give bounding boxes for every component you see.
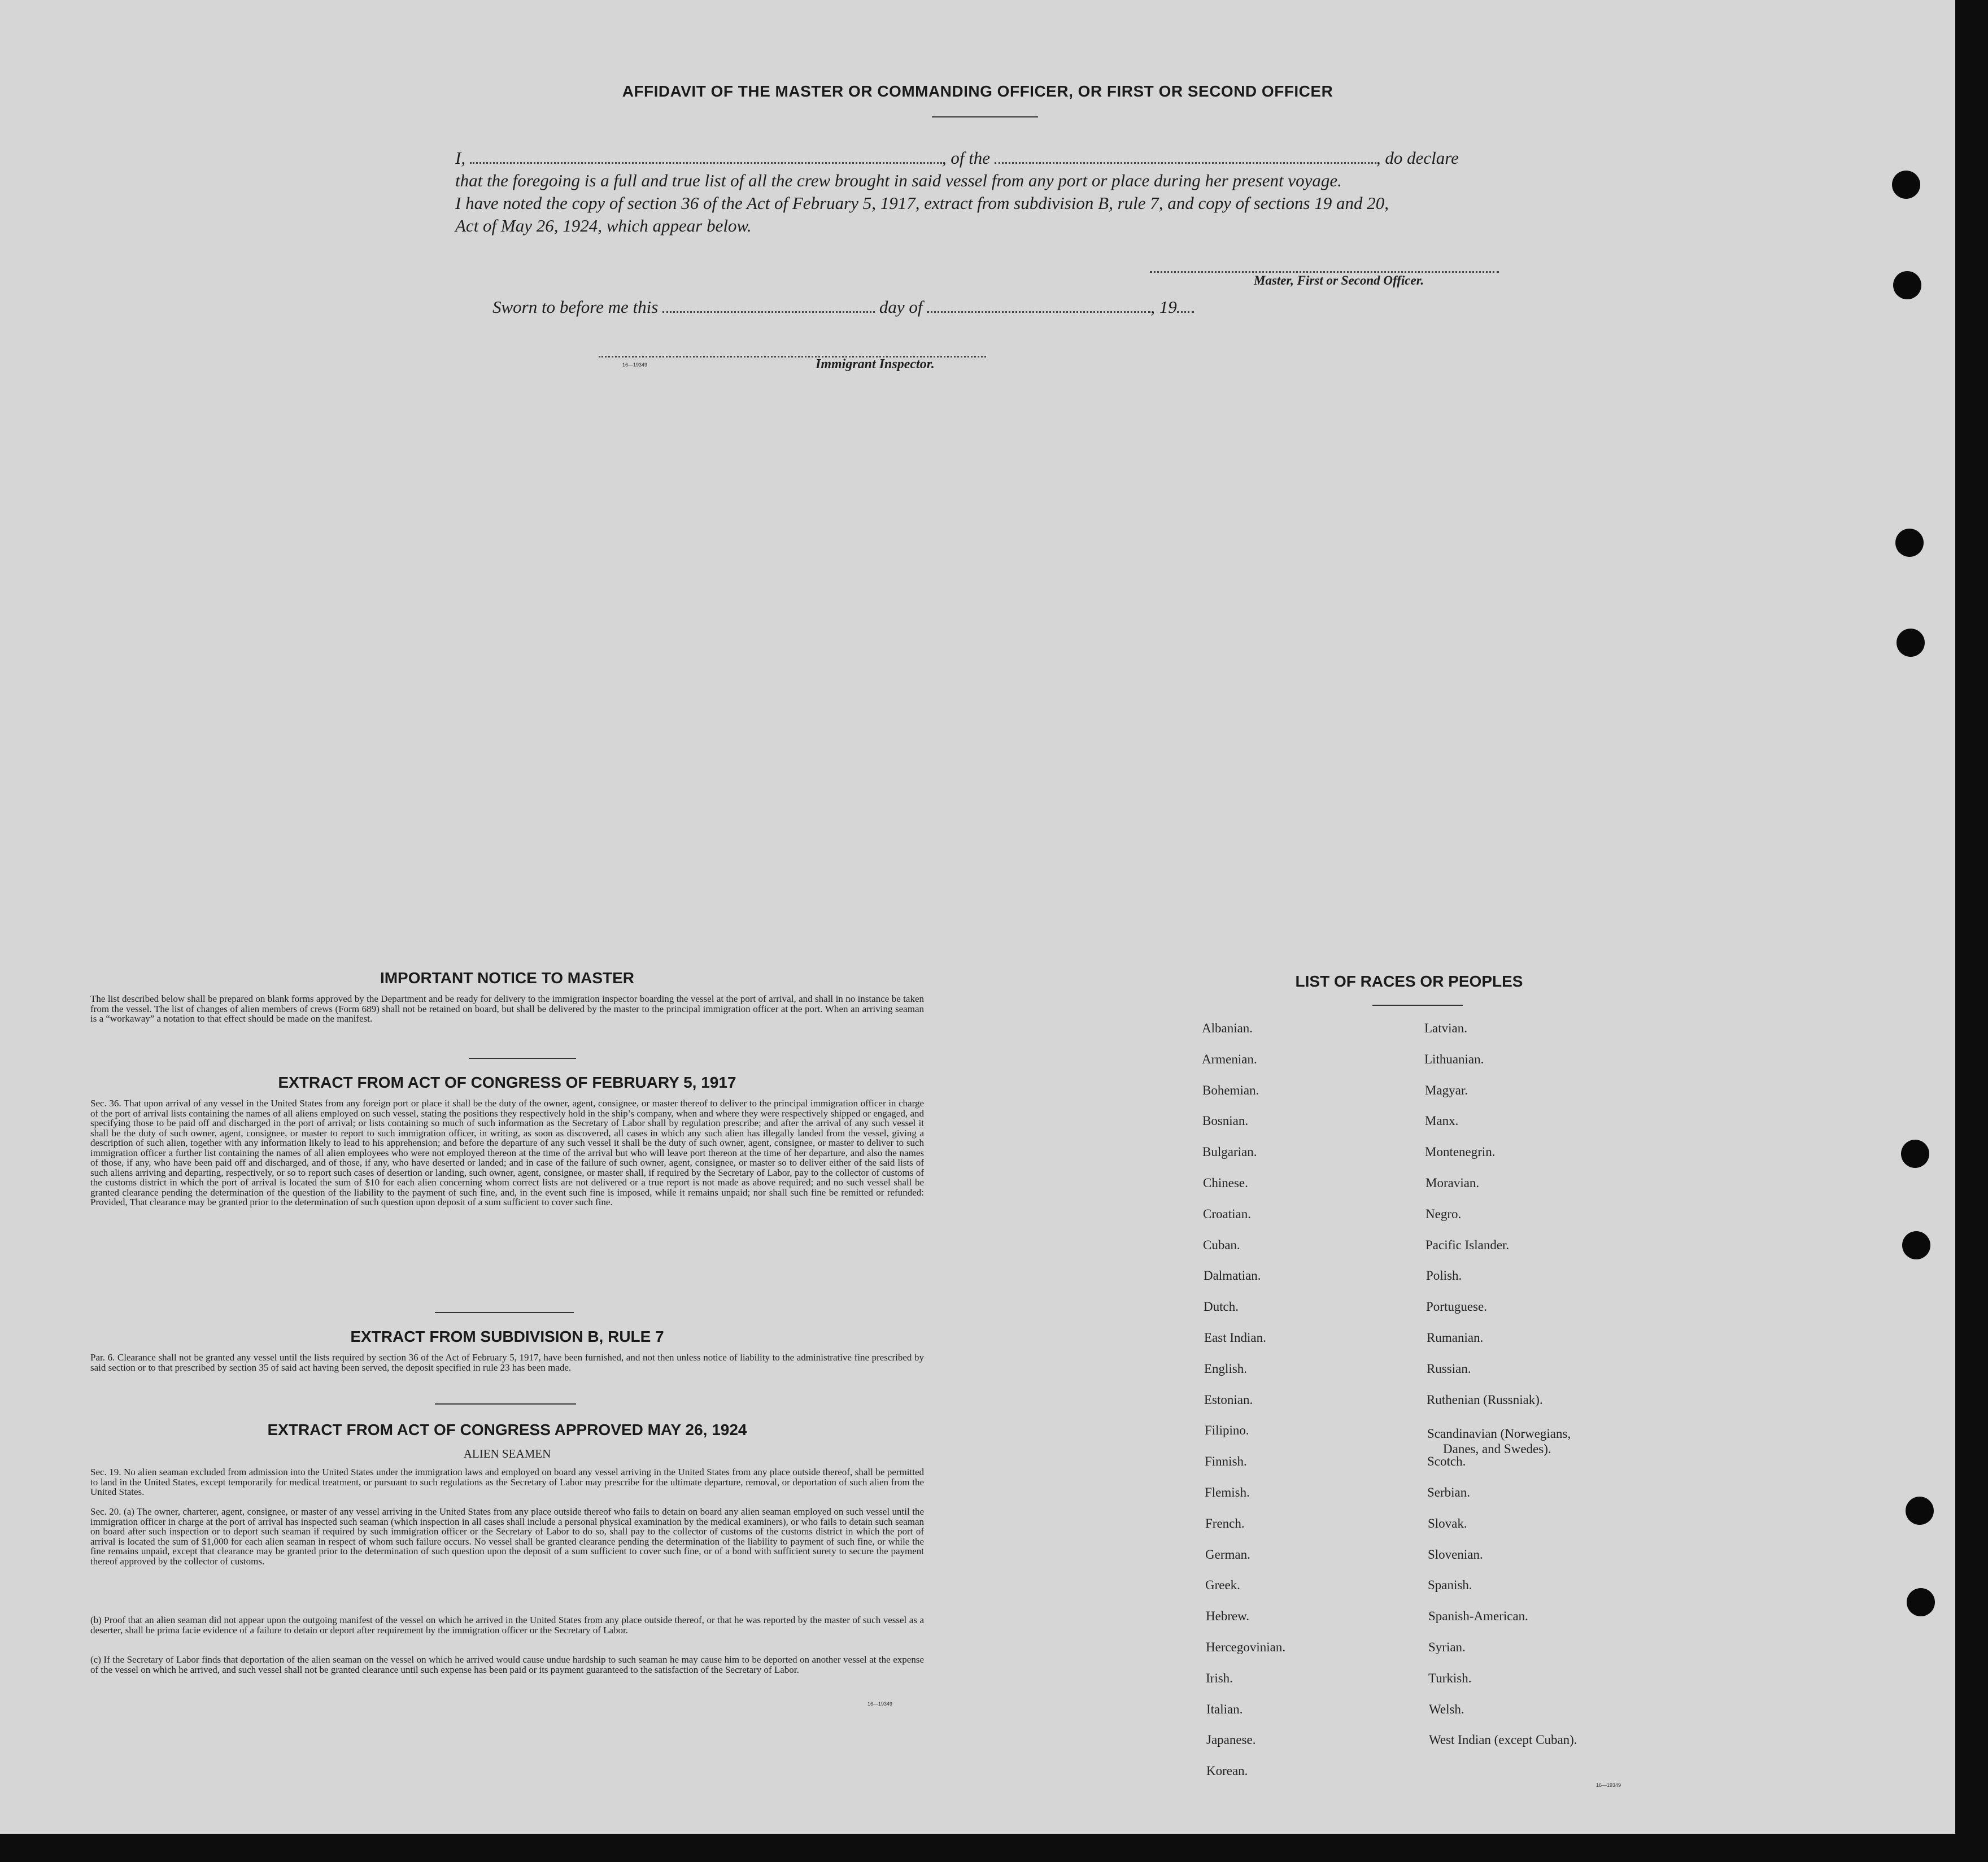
extract-1917-body: Sec. 36. That upon arrival of any vessel in the United States from any foreign port or place it shall be the duty of the owner, agent, consignee, or master thereof to deliver to the principal immigration officer in charge of the port of arrival lists containing the names of all aliens employed on such vessel, stating the positions they respectively hold in the ship’s company, when and where they were respectively shipped or engaged, and specifying those to be paid off and discharged in the port of arrival; or lists containing so much of such information as the Secretary of Labor shall by regulation prescribe; and after the arrival of any such vessel it shall be the duty of such owner, agent, consignee, or master to report to such immigration officer, in writing, as soon as discovered, all cases in which any such alien has illegally landed from the vessel, giving a description of such alien, together with any information likely to lead to his apprehension; and before the departure of any such vessel it shall be the duty of such owner, agent, consignee, or master to deliver to such immigration officer a further list containing the names of all alien employees who were not employed thereon at the time of the arrival but who will leave port thereon at the time of her departure, and also the names of those, if any, who have been paid off and discharged, and of those, if any, who have deserted or landed; and in case of the failure of such owner, agent, consignee, or master so to deliver either of the said lists of such aliens arriving and departing, respectively, or so to report such cases of desertion or landing, such owner, agent, consignee, or master shall, if required by the Secretary of Labor, pay to the collector of customs of the customs district in which the port of arrival is located the sum of $10 for each alien concerning whom correct lists are not delivered or a true report is not made as above required; and no such vessel shall be granted clearance pending the determination of the question of the liability to the payment of such fine, and, in the event such fine is imposed, while it remains unpaid; nor shall such fine be remitted or refunded: Provided, That clearance may be granted prior to the determination of such question upon deposit of a sum sufficient to cover such fine. (90, 1098, 924, 1207)
sworn-month-blank[interactable] (927, 299, 1150, 313)
race-item: Portuguese. (1426, 1300, 1487, 1314)
master-signature-label: Master, First or Second Officer. (1254, 273, 1424, 287)
race-item: French. (1205, 1516, 1245, 1530)
races-heading: LIST OF RACES OR PEOPLES (1295, 973, 1523, 990)
race-item: Greek. (1205, 1578, 1240, 1592)
notice-body: The list described below shall be prepared on blank forms approved by the Department and be ready for delivery to the immigration inspector boarding the vessel at the port of arrival, and shall in no instance be taken from the vessel. The list of changes of alien members of crews (Form 689) shall not be retained on board, but shall be delivered by the master to the principal immigration officer at the port. When an arriving seaman is a “workaway” a notation to that effect should be made on the manifest. (90, 993, 924, 1024)
race-item: Chinese. (1203, 1176, 1248, 1190)
race-item: West Indian (except Cuban). (1429, 1733, 1577, 1747)
notice-heading: IMPORTANT NOTICE TO MASTER (380, 969, 635, 987)
declaration-line-4: Act of May 26, 1924, which appear below. (455, 216, 752, 236)
race-item: Scandinavian (Norwegians, (1427, 1427, 1571, 1441)
race-item: Syrian. (1428, 1640, 1466, 1654)
sworn-year-prefix: , 19 (1150, 297, 1177, 317)
master-signature-line[interactable] (1150, 259, 1499, 273)
race-item: Serbian. (1427, 1485, 1471, 1499)
race-item: Croatian. (1203, 1207, 1251, 1221)
race-item: Montenegrin. (1425, 1145, 1496, 1159)
inspector-signature-line[interactable] (599, 343, 986, 357)
extract-1924-sec19: Sec. 19. No alien seaman excluded from admission into the United States under the immigration laws and employed on board any vessel arriving in the United States from any place outside thereof, shall be permitted to land in the United States, except temporarily for medical treatment, or pursuant to such regulations as the Secretary of Labor may prescribe for the ultimate departure, removal, or deportation of such alien from the United States. (90, 1467, 924, 1497)
declaration-line-1 (455, 148, 1523, 168)
race-item: Pacific Islander. (1425, 1238, 1510, 1252)
affidavit-title: AFFIDAVIT OF THE MASTER OR COMMANDING OFFICER, OR FIRST OR SECOND OFFICER (622, 82, 1333, 100)
punch-hole (1893, 271, 1921, 299)
race-item: Slovak. (1428, 1516, 1467, 1530)
race-item: Armenian. (1202, 1052, 1257, 1066)
declaration-of-the: , of the (941, 148, 991, 168)
race-item: Dalmatian. (1204, 1268, 1261, 1283)
race-item: Russian. (1427, 1362, 1471, 1376)
title-divider (932, 116, 1038, 117)
punch-hole (1895, 529, 1924, 557)
race-item: Italian. (1206, 1702, 1243, 1716)
punch-hole (1892, 171, 1920, 199)
extract-1924-sec20a: Sec. 20. (a) The owner, charterer, agent, consignee, or master of any vessel arriving in the United States from any place outside thereof who fails to detain on board any alien seaman employed on such vessel until the immigration officer in charge at the port of arrival has inspected such seaman (which inspection in all cases shall include a personal physical examination by the medical examiners), or who fails to detain such seaman on board after such inspection or to deport such seaman if required by such immigration officer or the Secretary of Labor to do so, shall pay to the collector of customs of the customs district in which the port of arrival is located the sum of $1,000 for each alien seaman in respect of whom such failure occurs. No vessel shall be granted clearance pending the determination of the liability to payment of such fine, or while the fine remains unpaid, except that clearance may be granted prior to the determination of such question upon the deposit of a sum sufficient to cover such fine, or of a bond with sufficient surety to secure the payment thereof approved by the collector of customs. (90, 1506, 924, 1567)
punch-hole (1897, 629, 1925, 657)
race-item: Hebrew. (1206, 1609, 1250, 1623)
subdivision-b-divider (435, 1403, 576, 1405)
race-item: Rumanian. (1427, 1331, 1484, 1345)
race-item: East Indian. (1204, 1331, 1266, 1345)
race-item: Moravian. (1425, 1176, 1480, 1190)
race-item: Flemish. (1205, 1485, 1250, 1499)
race-item: Filipino. (1205, 1423, 1249, 1437)
race-item: Slovenian. (1428, 1547, 1483, 1562)
alien-seamen-subheading: ALIEN SEAMEN (463, 1447, 551, 1460)
notice-divider (469, 1058, 576, 1059)
race-item: Polish. (1426, 1268, 1462, 1283)
race-item: Manx. (1425, 1114, 1459, 1128)
race-item: Lithuanian. (1424, 1052, 1484, 1066)
races-divider (1372, 1005, 1463, 1006)
race-item: Japanese. (1206, 1733, 1256, 1747)
inspector-signature-label: Immigrant Inspector. (816, 357, 935, 372)
punch-hole (1902, 1231, 1930, 1259)
declaration-line-3: I have noted the copy of section 36 of the Act of February 5, 1917, extract from subdivision B, rule 7, and copy of sections 19 and 20, (455, 193, 1389, 213)
declaration-line-2: that the foregoing is a full and true list of all the crew brought in said vessel from any port or place during her present voyage. (455, 171, 1342, 190)
race-item: Bohemian. (1202, 1083, 1259, 1097)
race-item: Welsh. (1429, 1702, 1464, 1716)
declaration-i: I, (455, 148, 466, 168)
form-number-top: 16—19349 (622, 362, 648, 368)
race-item: Turkish. (1428, 1671, 1472, 1685)
extract-1917-divider (435, 1312, 574, 1313)
race-item: Irish. (1206, 1671, 1233, 1685)
sworn-line (492, 297, 1194, 317)
race-item: Spanish. (1428, 1578, 1472, 1592)
name-blank[interactable] (470, 150, 942, 164)
race-item: Scotch. (1427, 1454, 1466, 1468)
sworn-date-blank[interactable] (662, 299, 875, 313)
race-item: Negro. (1425, 1207, 1462, 1221)
race-item: English. (1204, 1362, 1248, 1376)
form-number-right: 16—19349 (1596, 1782, 1621, 1788)
race-item: Magyar. (1425, 1083, 1468, 1097)
sworn-prefix: Sworn to before me this (492, 297, 659, 317)
race-item: Bulgarian. (1202, 1145, 1257, 1159)
form-number-left: 16—19349 (867, 1701, 893, 1707)
extract-1924-sec20c: (c) If the Secretary of Labor finds that deportation of the alien seaman on the vessel on which he arrived would cause undue hardship to such seaman he may cause him to be deported on another vessel at the expense of the vessel on which he arrived, and such vessel shall not be granted clearance until such expense has been paid or its payment guaranteed to the satisfaction of the Secretary of Labor. (90, 1654, 924, 1675)
sworn-day-of: day of (879, 297, 923, 317)
race-item: Spanish-American. (1428, 1609, 1528, 1623)
race-item: Hercegovinian. (1206, 1640, 1286, 1654)
subdivision-b-body: Par. 6. Clearance shall not be granted any vessel until the lists required by section 36 of the Act of February 5, 1917, have been furnished, and not then unless notice of liability to the administrative fine prescribed by said section or to that prescribed by section 35 of said act having been served, the deposit specified in rule 23 has been made. (90, 1352, 924, 1373)
vessel-name-blank[interactable] (995, 150, 1376, 164)
race-item: Albanian. (1202, 1021, 1253, 1035)
race-item: Dutch. (1204, 1300, 1239, 1314)
race-item: Korean. (1206, 1764, 1248, 1778)
punch-hole (1901, 1140, 1929, 1168)
race-item: Ruthenian (Russniak). (1427, 1393, 1543, 1407)
race-item: Latvian. (1424, 1021, 1467, 1035)
declaration-declare: , do declare (1376, 148, 1459, 168)
punch-hole (1907, 1588, 1935, 1616)
race-item: Danes, and Swedes). (1443, 1442, 1551, 1456)
extract-1917-heading: EXTRACT FROM ACT OF CONGRESS OF FEBRUARY 5, 1917 (278, 1074, 736, 1091)
race-item: Estonian. (1204, 1393, 1253, 1407)
race-item: Finnish. (1205, 1454, 1247, 1468)
sworn-year-blank[interactable] (1177, 299, 1194, 313)
race-item: Cuban. (1203, 1238, 1240, 1252)
extract-1924-sec20b: (b) Proof that an alien seaman did not appear upon the outgoing manifest of the vessel on which he arrived in the United States from any place outside thereof, or that he was reported by the master of such vessel as a deserter, shall be prima facie evidence of a failure to detain or deport after requirement by the immigration officer or the Secretary of Labor. (90, 1615, 924, 1636)
race-item: German. (1205, 1547, 1250, 1562)
extract-1924-heading: EXTRACT FROM ACT OF CONGRESS APPROVED MAY 26, 1924 (267, 1421, 747, 1438)
race-item: Bosnian. (1202, 1114, 1249, 1128)
subdivision-b-heading: EXTRACT FROM SUBDIVISION B, RULE 7 (350, 1328, 664, 1345)
punch-hole (1906, 1497, 1934, 1525)
